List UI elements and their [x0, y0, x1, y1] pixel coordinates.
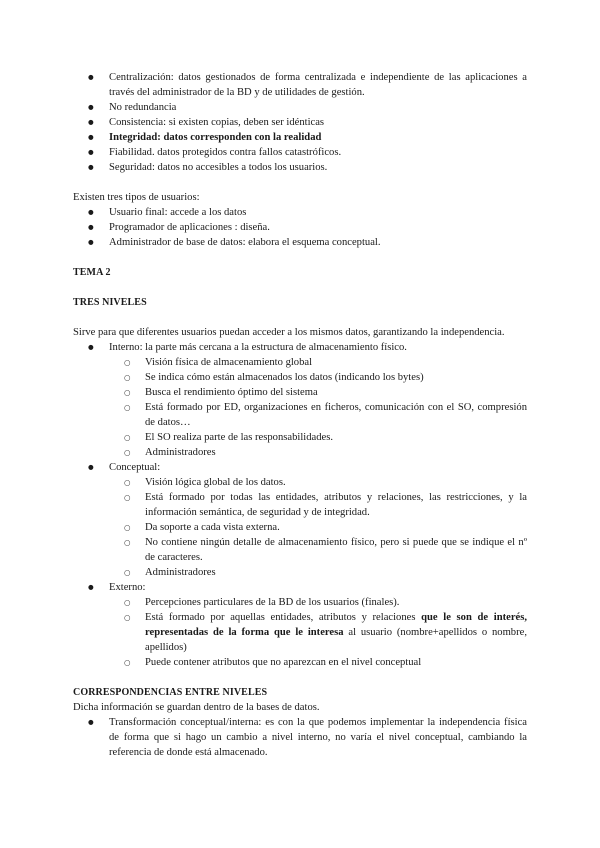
section-heading: TRES NIVELES — [73, 297, 147, 308]
sublist-item: ○ No contiene ningún detalle de almacenamiento físico, pero si puede que se indique el nº de caracteres. — [73, 535, 527, 565]
level-label: Conceptual: — [109, 462, 161, 473]
sublist-item: ○ Se indica cómo están almacenados los datos (indicando los bytes) — [73, 370, 527, 385]
section-heading: TEMA 2 — [73, 267, 111, 278]
sublist-item: ○ Está formado por ED, organizaciones en ficheros, comunicación con el SO, compresión de datos… — [73, 400, 527, 430]
page-content — [73, 70, 527, 760]
sublist-item: ○ Puede contener atributos que no aparezcan en el nivel conceptual — [73, 655, 527, 670]
bold-text: que le son de interés, representadas de la forma que le interesa — [145, 612, 527, 638]
sublist — [109, 355, 527, 460]
list-item — [73, 460, 527, 580]
level-label: Interno: la parte más cercana a la estructura de almacenamiento físico. — [109, 342, 407, 353]
list-item: ● Programador de aplicaciones : diseña. — [73, 220, 527, 235]
sublist — [109, 595, 527, 670]
sublist-item: ○ Administradores — [73, 565, 527, 580]
paragraph: Existen tres tipos de usuarios: — [73, 192, 200, 203]
sublist-item: ○ Busca el rendimiento óptimo del sistema — [73, 385, 527, 400]
sublist-item: ○ Visión física de almacenamiento global — [73, 355, 527, 370]
list-item — [73, 130, 527, 145]
text-run: al usuario (nombre+apellidos o nombre, apellidos) — [145, 627, 527, 653]
list-item: ● Administrador de base de datos: elabora el esquema conceptual. — [73, 235, 527, 250]
paragraph: Sirve para que diferentes usuarios puedan acceder a los mismos datos, garantizando la independencia. — [73, 327, 505, 338]
list-item: ● Centralización: datos gestionados de forma centralizada e independiente de las aplicaciones a través del administrador de la BD y de utilidades de gestión. — [73, 70, 527, 100]
list-item: ● Transformación conceptual/interna: es con la que podemos implementar la independencia física de forma que si hago un cambio a nivel interno, no varía el nivel conceptual, cambiando la referencia de donde está almacenado. — [73, 715, 527, 760]
sublist-item: ○ Visión lógica global de los datos. — [73, 475, 527, 490]
sublist-item: ○ Está formado por todas las entidades, atributos y relaciones, las restricciones, y la información semántica, de seguridad y de integridad. — [73, 490, 527, 520]
characteristics-list — [73, 70, 527, 175]
paragraph: Dicha información se guardan dentro de la bases de datos. — [73, 702, 320, 713]
list-item: ● Fiabilidad. datos protegidos contra fallos catastróficos. — [73, 145, 527, 160]
section-heading: CORRESPONDENCIAS ENTRE NIVELES — [73, 687, 268, 698]
list-item: ● Consistencia: si existen copias, deben ser idénticas — [73, 115, 527, 130]
user-types-list — [73, 205, 527, 250]
sublist-item: ○ El SO realiza parte de las responsabilidades. — [73, 430, 527, 445]
sublist-item — [73, 610, 527, 655]
sublist-item: ○ Percepciones particulares de la BD de los usuarios (finales). — [73, 595, 527, 610]
sublist-item: ○ Da soporte a cada vista externa. — [73, 520, 527, 535]
text-run: Está formado por aquellas entidades, atributos y relaciones — [145, 612, 422, 623]
list-item: ● Usuario final: accede a los datos — [73, 205, 527, 220]
sublist — [109, 475, 527, 580]
bold-text: Integridad: datos corresponden con la realidad — [109, 132, 322, 143]
list-item — [73, 340, 527, 460]
sublist-item: ○ Administradores — [73, 445, 527, 460]
list-item: ● No redundancia — [73, 100, 527, 115]
list-item — [73, 580, 527, 670]
list-item: ● Seguridad: datos no accesibles a todos los usuarios. — [73, 160, 527, 175]
level-label: Externo: — [109, 582, 146, 593]
correspondences-list — [73, 715, 527, 760]
levels-list — [73, 340, 527, 670]
